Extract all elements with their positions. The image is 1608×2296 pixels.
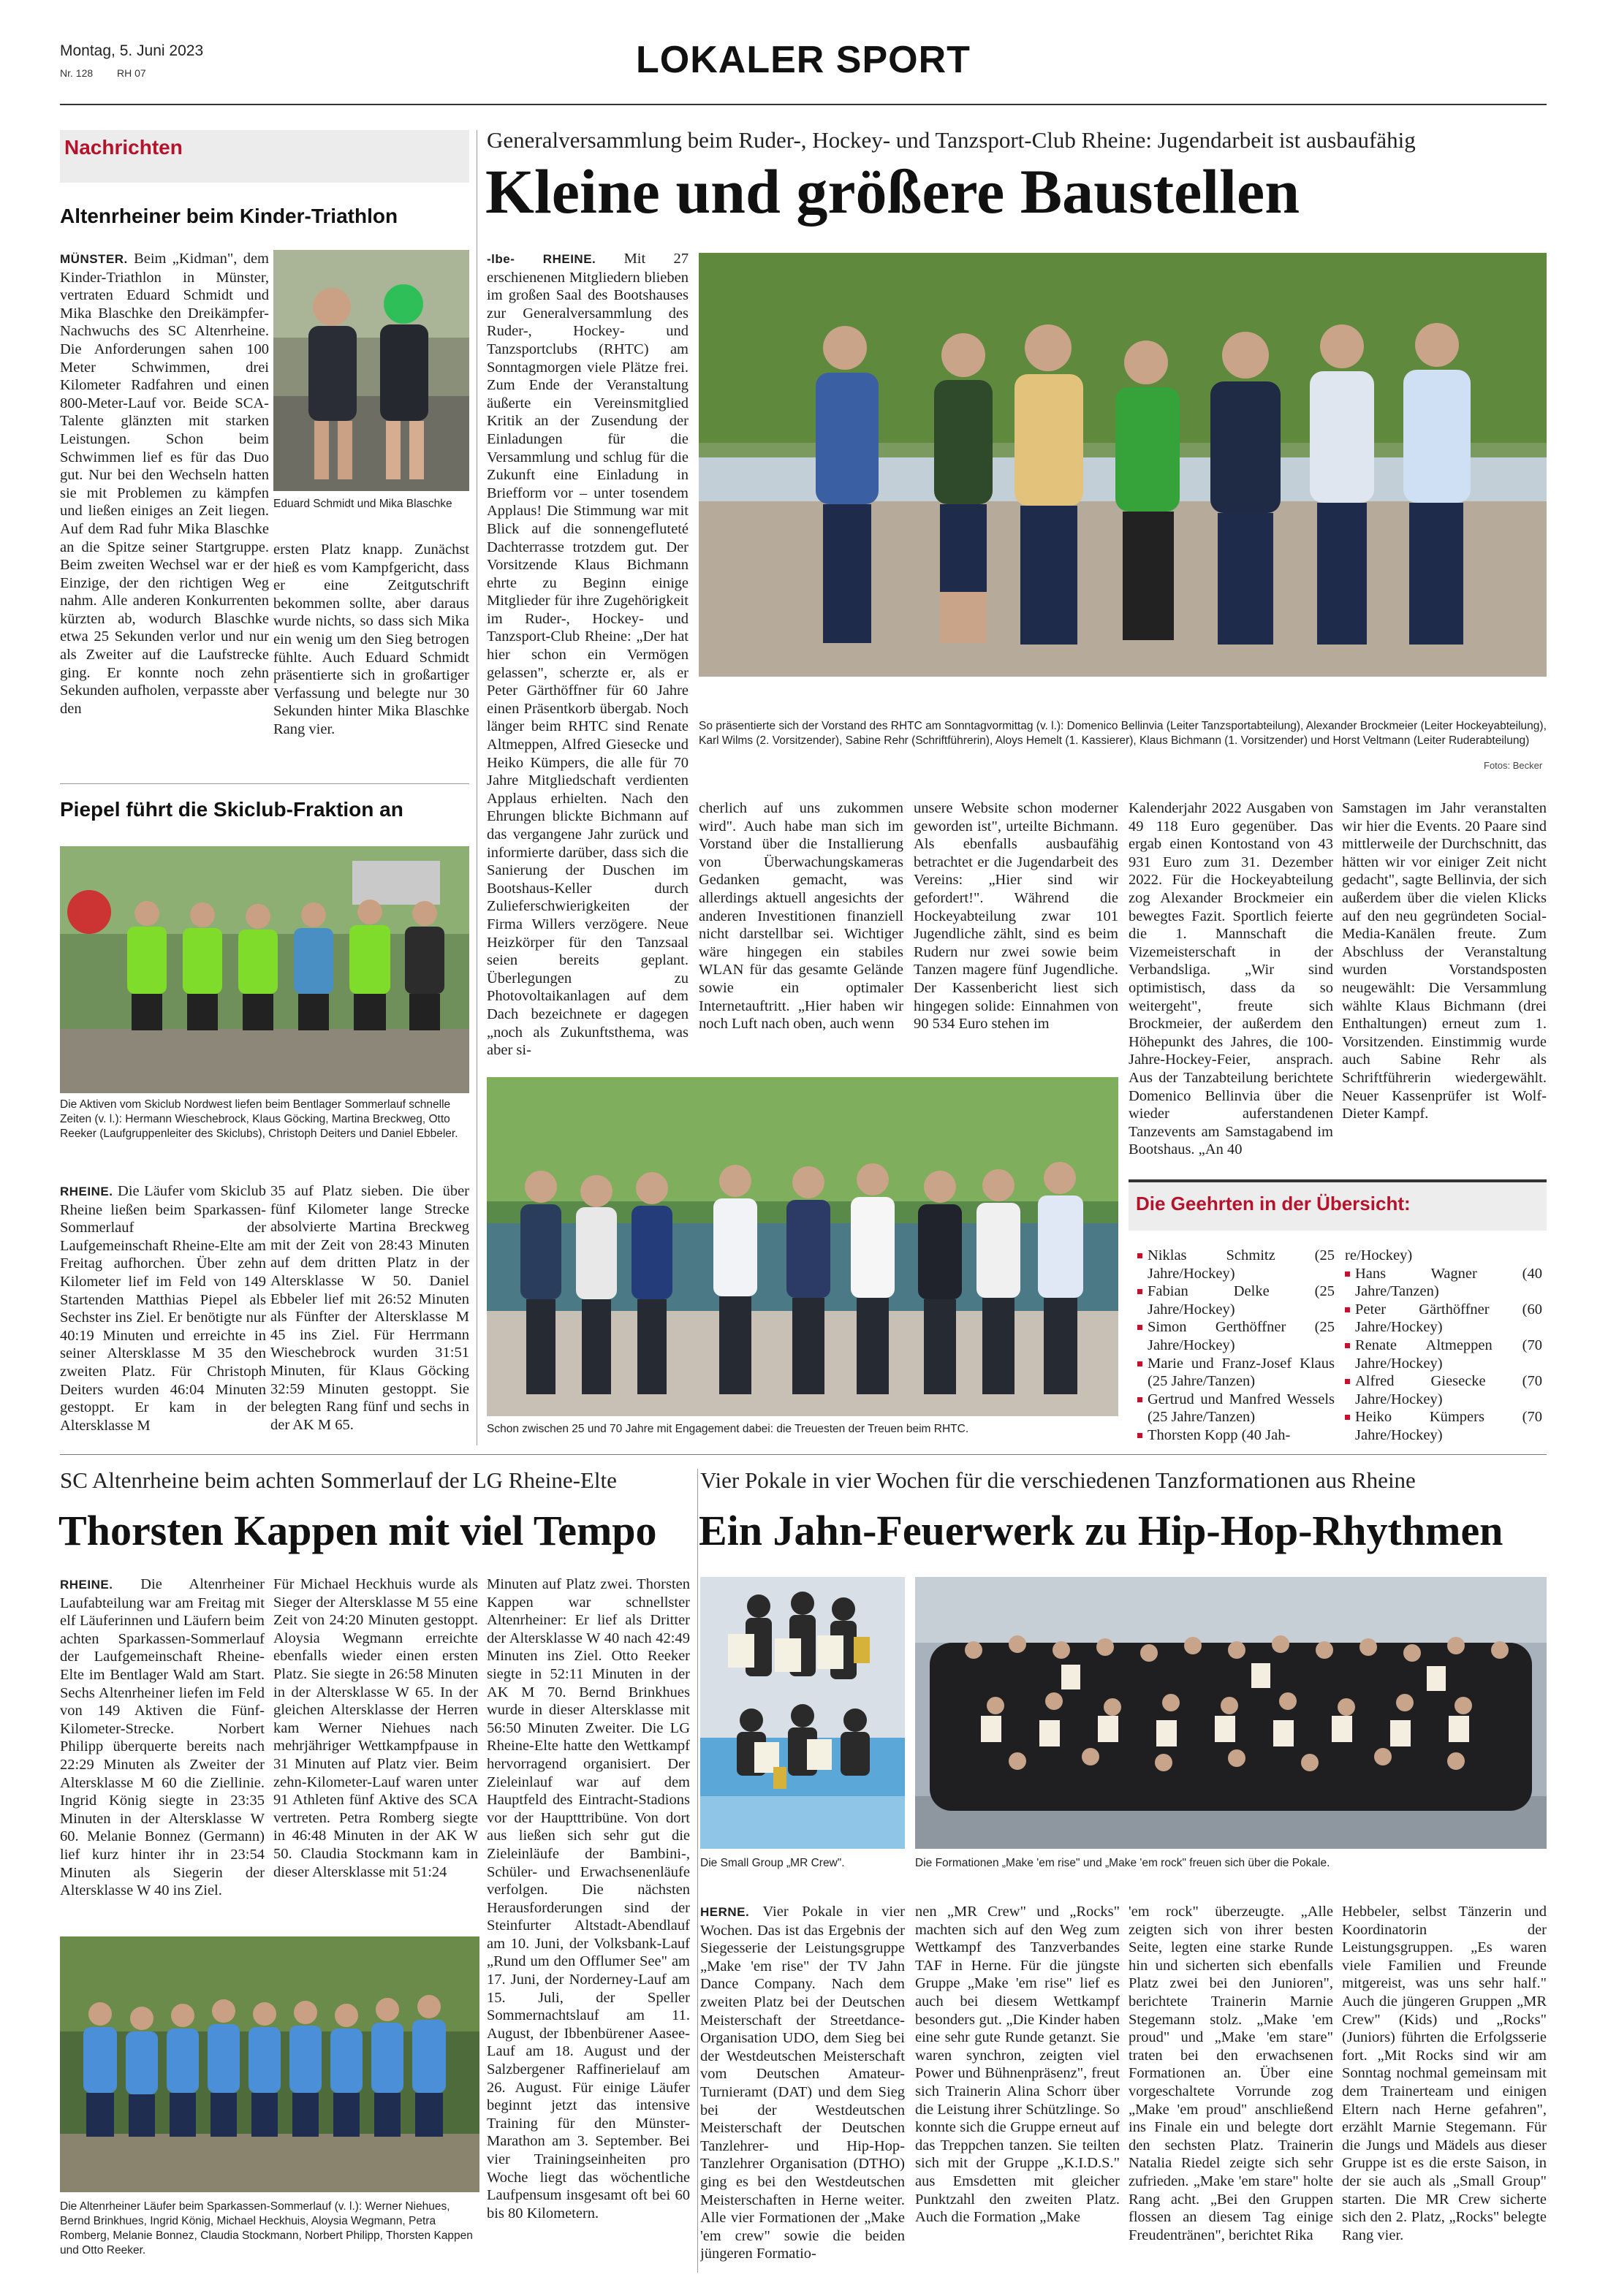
honoree-item: Thorsten Kopp (40 Jah- <box>1137 1426 1335 1444</box>
photo-altenrheine-runners <box>60 1936 479 2192</box>
news-triathlon-col2: ersten Platz knapp. Zunächst hieß es vom Kampfgericht, dass er eine Zeitgutschrift bekommen sollte, aber daraus wurde nichts, so dass sich Mika ein wenig um den Sieg betrogen fühlte. Auch Eduard Schmidt präsentierte sich in großartiger Verfassung und belegte nur 30 Sekunden hinter Mika Blaschke Rang vier. <box>273 541 469 737</box>
caption-rhtc-board: So präsentierte sich der Vorstand des RHTC am Sonntagvormittag (v. l.): Domenico Bellinvia (Leiter Tanzsportabteilung), Alexander Brockmeier (Leiter Hockeyabteilung), Karl Wilms (2. Vorsitzender), Sabine Rehr (Schriftführerin), Aloys Hemelt (1. Kassierer), Klaus Bichmann (1. Vorsitzender) und Horst Veltmann (Leiter Ruderabteilung) <box>699 720 1547 747</box>
run-col2: Für Michael Heckhuis wurde als Sieger der Altersklasse M 55 eine Zeit von 24:20 Minuten gestoppt. Aloysia Wegmann erreichte ebenfalls wieder einen ersten Platz. Sie siegte in 26:58 Minuten in der Altersklasse W 65. In der gleichen Altersklasse der Herren kam Werner Niehues nach mehrjähriger Wettkampfpause in 31 Minuten auf Platz vier. Beim zehn-Kilometer-Lauf waren unter 91 Athleten fünf Aktive des SCA vertreten. Petra Romberg siegte in 46:48 Minuten in der AK W 50. Claudia Stockmann kam in dieser Altersklasse mit 51:24 <box>273 1576 478 1880</box>
honorees-right-continuation: re/Hockey) <box>1345 1247 1413 1263</box>
caption-dance-formations: Die Formationen „Make 'em rise" und „Make 'em rock" freuen sich über die Pokale. <box>915 1857 1330 1869</box>
photo-rhtc-board <box>699 253 1547 677</box>
caption-rhtc-honorees: Schon zwischen 25 und 70 Jahre mit Engagement dabei: die Treuesten der Treuen beim RHTC. <box>487 1423 969 1435</box>
photo-skiclub-runners <box>60 846 469 1093</box>
dance-kicker: Vier Pokale in vier Wochen für die verschiedenen Tanzformationen aus Rheine <box>700 1467 1416 1493</box>
news-skiclub-col1: RHEINE. Die Läufer vom Skiclub Rheine ließen beim Sparkassen-Sommerlauf der Laufgemeinschaft Rheine-Elte am Freitag aufhorchen. Über zehn Kilometer lief im Feld von 149 Startenden Matthias Piepel als Sechster ins Ziel. Er benötigte nur 40:19 Minuten und erreichte in seiner Altersklasse M 35 den zweiten Platz. Für Christoph Deiters wurden 46:04 Minuten gestoppt. Er kam in der Altersklasse M <box>60 1183 266 1434</box>
caption-altenrheine-runners: Die Altenrheiner Läufer beim Sparkassen-Sommerlauf (v. l.): Werner Niehues, Bernd Brinkhues, Ingrid König, Michael Heckhuis, Aloysia Wegmann, Petra Romberg, Melanie Bonnez, Claudia Stockmann, Norbert Philipp, Thorsten Kappen und Otto Reeker. <box>60 2200 473 2257</box>
honoree-item: Niklas Schmitz (25 Jahre/Hockey) <box>1137 1247 1335 1282</box>
run-kicker: SC Altenrheine beim achten Sommerlauf der LG Rheine-Elte <box>60 1467 617 1493</box>
masthead-edition: RH 07 <box>117 67 146 79</box>
dance-col4: Hebbeler, selbst Tänzerin und Koordinatorin der Leistungsgruppen. „Es waren viele Familien und Freunde mitgereist, was uns sehr half." Auch die jüngeren Gruppen „MR Crew" (Kids) und „Rocks" (Juniors) führten die Erfolgsserie fort. „Mit Rocks sind wir am Sonntag nochmal gemeinsam mit dem Trainerteam und einigen Eltern nach Herne gefahren", erzählt Marnie Stegemann. Für die Jungs und Mädels aus dieser Gruppe ist es die erste Saison, in der sie auch als „Small Group" starten. Die MR Crew sicherte sich den 2. Platz, „Rocks" belegte Rang vier. <box>1342 1904 1547 2243</box>
dance-col1: HERNE. Vier Pokale in vier Wochen. Das ist das Ergebnis der Siegesserie der Leistungsgruppe „Make 'em rise" der TV Jahn Dance Company. Nach dem zweiten Platz bei der Deutschen Meisterschaft der Streetdance-Organisation UDO, dem Sieg bei der Westdeutschen Meisterschaft vom Deutschen Amateur-Turnieramt (DAT) und dem Sieg bei der Westdeutschen Meisterschaft der Deutschen Tanzlehrer- und Hip-Hop-Tanzlehrer Organisation (DTHO) ging es bei den Westdeutschen Meisterschaften in Herne weiter. Alle vier Formationen der „Make 'em crew" sowie die beiden jüngeren Formatio- <box>700 1904 905 2262</box>
photo-dance-formations <box>915 1577 1547 1849</box>
honoree-item: Fabian Delke (25 Jahre/Hockey) <box>1137 1282 1335 1318</box>
caption-triathlon: Eduard Schmidt und Mika Blaschke <box>273 498 452 510</box>
honorees-list-right <box>1345 1247 1542 1444</box>
masthead-date: Montag, 5. Juni 2023 <box>60 42 204 59</box>
honorees-list-right-items <box>1345 1265 1542 1444</box>
main-col5: Samstagen im Jahr veranstalten wir hier die Events. 20 Paare sind mittlerweile der Durchschnitt, das hätten wir vor einiger Zeit nicht gedacht", sagte Bellinvia, der sich außerdem über die vielen Klicks auf den neu gegründeten Social-Media-Kanälen freute. Zum Abschluss der Veranstaltung wurden Vorstandsposten neugewählt: Die Versammlung wählte Klaus Bichmann (drei Enthaltungen) erneut zum 1. Vorsitzenden. Einstimmig wurde auch Sabine Rehr als Schriftführerin wiedergewählt. Neuer Kassenprüfer ist Wolf-Dieter Kampf. <box>1342 800 1547 1122</box>
bottom-column-rule <box>697 1469 698 2273</box>
honoree-item: Marie und Franz-Josef Klaus (25 Jahre/Tanzen) <box>1137 1355 1335 1391</box>
masthead-issue: Nr. 128 <box>60 67 94 79</box>
caption-mr-crew: Die Small Group „MR Crew". <box>700 1857 845 1869</box>
photo-rhtc-honorees <box>487 1077 1118 1416</box>
news-title-skiclub: Piepel führt die Skiclub-Fraktion an <box>60 798 403 821</box>
honoree-item: Simon Gerthöffner (25 Jahre/Hockey) <box>1137 1318 1335 1354</box>
photo-triathlon-kids <box>273 250 469 491</box>
news-label: Nachrichten <box>64 136 183 159</box>
honoree-item: Hans Wagner (40 Jahre/Tanzen) <box>1345 1265 1542 1301</box>
main-headline: Kleine und größere Baustellen <box>485 156 1300 227</box>
section-title: LOKALER SPORT <box>636 39 971 81</box>
photo-credit: Fotos: Becker <box>1484 760 1543 771</box>
main-col1: -lbe- RHEINE. Mit 27 erschienenen Mitgliedern blieben im großen Saal des Bootshauses zur Generalversammlung des Ruder-, Hockey- und Tanzsportclubs (RHTC) am Sonntagmorgen viele Plätze frei. Zum Ende der Veranstaltung äußerte ein Vereinsmitglied Kritik an der Zusendung der Einladungen für die Versammlung und schlug für die Zukunft eine Einladung in Briefform vor – unter tosendem Applaus! Die Stimmung war mit Blick auf die sonnengefluteté Dachterrasse trotzdem gut. Der Vorsitzende Klaus Bichmann ehrte zu Beginn einige Mitglieder für ihre Zugehörigkeit im Ruder-, Hockey- und Tanzsport-Club Rheine: „Der hat hier schon ein Vermögen gelassen", scherzte er, als er Peter Gärthöffner für 60 Jahre einen Präsentkorb übergab. Noch länger beim RHTC sind Renate Altmeppen, Alfred Giesecke und Heiko Kümpers, die alle für 70 Jahre Mitgliedschaft verdienten Applaus erhielten. Nach den Ehrungen blickte Bichmann auf das vergangene Jahr zurück und informierte darüber, dass sich die Sanierung der Duschen im Bootshaus-Keller durch Zulieferschwierigkeiten der Firma Willers verzögere. Neue Heizkörper für den Tanzsaal seien bereits geplant. Überlegungen zu Photovoltaikanlagen auf dem Dach bezeichnete er dagegen „noch als Zukunftsthema, was aber si- <box>487 251 689 1059</box>
honoree-item: Gertrud und Manfred Wessels (25 Jahre/Tanzen) <box>1137 1391 1335 1426</box>
main-col3: unsere Website schon moderner geworden ist", urteilte Bichmann. Als ebenfalls ausbaufähig betrachtet er die Jugendarbeit des Vereins: „Hier sind wir gefordert!". Während die Hockeyabteilung zwar 101 Jugendliche zählt, sind es beim Rudern nur zwei sowie beim Tanzen magere fünf Jugendliche. Der Kassenbericht liest sich hingegen solide: Einnahmen von 90 534 Euro stehen im <box>914 800 1118 1033</box>
dance-headline: Ein Jahn-Feuerwerk zu Hip-Hop-Rhythmen <box>699 1507 1503 1554</box>
masthead-rule <box>60 104 1547 105</box>
dance-col3: 'em rock" überzeugte. „Alle zeigten sich von ihrer besten Seite, legten eine starke Runde hin und sicherten sich ebenfalls Platz zwei bei den Junioren", berichtete Trainerin Marnie Stegemann stolz. „Make 'em proud" und „Make 'em stare" traten bei den erwachsenen Formationen an. Über eine vorgeschaltete Vorrunde zog „Make 'em proud" anschließend ins Finale ein und belegte dort den sechsten Platz. Trainerin Natalia Riedel zeigte sich sehr zufrieden. „Make 'em stare" holte Rang acht. „Bei den Gruppen flossen an diesem Tag einige Freudentränen", berichtet Rika <box>1129 1904 1333 2243</box>
honorees-box <box>1129 1179 1547 1442</box>
main-col4: Kalenderjahr 2022 Ausgaben von 49 118 Euro gegenüber. Das ergab einen Kontostand von 43 931 Euro zum 31. Dezember 2022. Für die Hockeyabteilung zog Alexander Brockmeier ein bewegtes Fazit. Sportlich feierte die 1. Mannschaft die Vizemeisterschaft in der Verbandsliga. „Wir sind optimistisch, dass da so weitergeht", freute sich Brockmeier, der außerdem den Höhepunkt des Jahres, die 100-Jahre-Hockey-Feier, ansprach. Aus der Tanzabteilung berichtete Domenico Bellinvia über die wieder auferstandenen Tanzevents am Samstagabend im Bootshaus. „An 40 <box>1129 800 1333 1158</box>
honoree-item: Heiko Kümpers (70 Jahre/Hockey) <box>1345 1408 1542 1444</box>
news-triathlon-col1: MÜNSTER. Beim „Kidman", dem Kinder-Triathlon in Münster, vertraten Eduard Schmidt und Mika Blaschke den Dreikämpfer-Nachwuchs des SC Altenrheine. Die Anforderungen sahen 100 Meter Schwimmen, drei Kilometer Radfahren und einen 800-Meter-Lauf vor. Beide SCA-Talente glänzten mit starken Leistungen. Schon beim Schwimmen lief es für das Duo gut. Nur bei den Wechseln hatten sie mit Problemen zu kämpfen und ließen einiges an Zeit liegen. Auf dem Rad fuhr Mika Blaschke an die Spitze seiner Startgruppe. Beim zweiten Wechsel war er der Einzige, der den richtigen Weg nahm. Alle anderen Konkurrenten kürzten ab, wodurch Blaschke etwa 25 Sekunden verlor und nur als Zweiter auf die Laufstrecke ging. Er konnte noch zehn Sekunden aufholen, verpasste aber den <box>60 251 269 717</box>
honorees-list-left <box>1137 1247 1335 1444</box>
news-title-triathlon: Altenrheiner beim Kinder-Triathlon <box>60 205 398 227</box>
run-col3: Minuten auf Platz zwei. Thorsten Kappen war schnellster Altenrheiner: Er lief als Dritter der Altersklasse W 40 nach 42:49 Minuten ins Ziel. Otto Reeker siegte in 52:11 Minuten in der AK M 70. Bernd Brinkhues wurde in dieser Altersklasse mit 56:50 Minuten Zweiter. Die LG Rheine-Elte hatte den Wettkampf hervorragend organisiert. Der Zieleinlauf war auf dem Hauptfeld des Eintracht-Stadions vor der Hauptttribüne. Von dort aus ließen sich sehr gut die Zieleinläufe der Bambini-, Schüler- und Erwachsenenläufe verfolgen. Die nächsten Herausforderungen sind der Steinfurter Altstadt-Abendlauf am 10. Juni, der Volksbank-Lauf „Rund um den Offlumer See" am 17. Juni, der Norderney-Lauf am 15. Juli, der Speller Sommernachtslauf am 11. August, der Ibbenbürener Aasee-Lauf am 18. August und der Salzbergener Raffinerielauf am 26. August. Für einige Läufer beginnt jetzt das intensive Training für den Münster-Marathon am 3. September. Bei vier Trainingseinheiten pro Woche liegt das wöchentliche Laufpensum insgesamt oft bei 60 bis 80 Kilometern. <box>487 1576 690 2221</box>
dance-col2: nen „MR Crew" und „Rocks" machten sich auf den Weg zum Wettkampf des Tanzverbandes TAF in Herne. Für die jüngste Gruppe „Make 'em rise" lief es auch bei diesem Wettkampf besonders gut. „Die Kinder haben eine sehr gute Runde getanzt. Sie waren synchron, zeigten viel Power und Bühnenpräsenz", freut sich Trainerin Alina Schorr über die Leistung ihrer Schützlinge. So konnte sich die Gruppe erneut auf das Treppchen tanzen. Sie teilten sich mit der Gruppe „K.I.D.S." aus Emsdetten mit gleicher Punktzahl den zweiten Platz. Auch die Formation „Make <box>915 1904 1120 2226</box>
caption-skiclub: Die Aktiven vom Skiclub Nordwest liefen beim Bentlager Sommerlauf schnelle Zeiten (v. l.): Hermann Wieschebrock, Klaus Göcking, Martina Breckweg, Otto Reeker (Laufgruppenleiter des Skiclubs), Christoph Deiters und Daniel Ebbeler. <box>60 1098 458 1140</box>
honoree-item: Peter Gärthöffner (60 Jahre/Hockey) <box>1345 1301 1542 1337</box>
news-divider <box>60 783 469 784</box>
honorees-title: Die Geehrten in der Übersicht: <box>1129 1182 1547 1231</box>
run-headline: Thorsten Kappen mit viel Tempo <box>58 1507 657 1554</box>
run-col1: RHEINE. Die Altenrheiner Laufabteilung war am Freitag mit elf Läuferinnen und Läufern beim achten Sparkassen-Sommerlauf der Laufgemeinschaft Rheine-Elte im Bentlager Wald am Start. Sechs Altenrheiner liefen im Feld von 149 Aktiven die Fünf-Kilometer-Strecke. Norbert Philipp überquerte bereits nach 22:29 Minuten als Zweiter der Altersklasse M 60 die Ziellinie. Ingrid König siegte in 23:35 Minuten in der Altersklasse W 60. Melanie Bonnez (Germann) lief kurz hinter ihr in 23:54 Minuten als Siegerin der Altersklasse W 40 ins Ziel. <box>60 1576 265 1899</box>
main-kicker: Generalversammlung beim Ruder-, Hockey- und Tanzsport-Club Rheine: Jugendarbeit ist ausbaufähig <box>487 127 1416 153</box>
honoree-item: Renate Altmeppen (70 Jahre/Hockey) <box>1345 1337 1542 1372</box>
honoree-item: Alfred Giesecke (70 Jahre/Hockey) <box>1345 1372 1542 1408</box>
mid-page-rule <box>60 1454 1547 1455</box>
news-skiclub-col2: 35 auf Platz sieben. Die über fünf Kilometer lange Strecke absolvierte Martina Breckweg mit der Zeit von 28:43 Minuten auf dem dritten Platz in der Altersklasse W 50. Daniel Ebbeler lief mit 26:52 Minuten als Fünfter der Altersklasse M 45 ins Ziel. Für Herrmann Wieschebrock wurden 31:51 Minuten, für Klaus Göcking 32:59 Minuten gestoppt. Sie belegten Rang fünf und sechs in der AK M 65. <box>270 1183 469 1433</box>
main-col2: cherlich auf uns zukommen wird". Auch habe man sich im Vorstand über die Installierung von Überwachungskameras Gedanken gemacht, was allerdings aktuell angesichts der anderen Investitionen finanziell nicht darstellbar sei. Wichtiger wäre hingegen ein stabiles WLAN für das gesamte Gelände sowie ein optimaler Internetauftritt. „Hier haben wir noch Luft nach oben, auch wenn <box>699 800 903 1033</box>
photo-mr-crew <box>700 1577 905 1849</box>
